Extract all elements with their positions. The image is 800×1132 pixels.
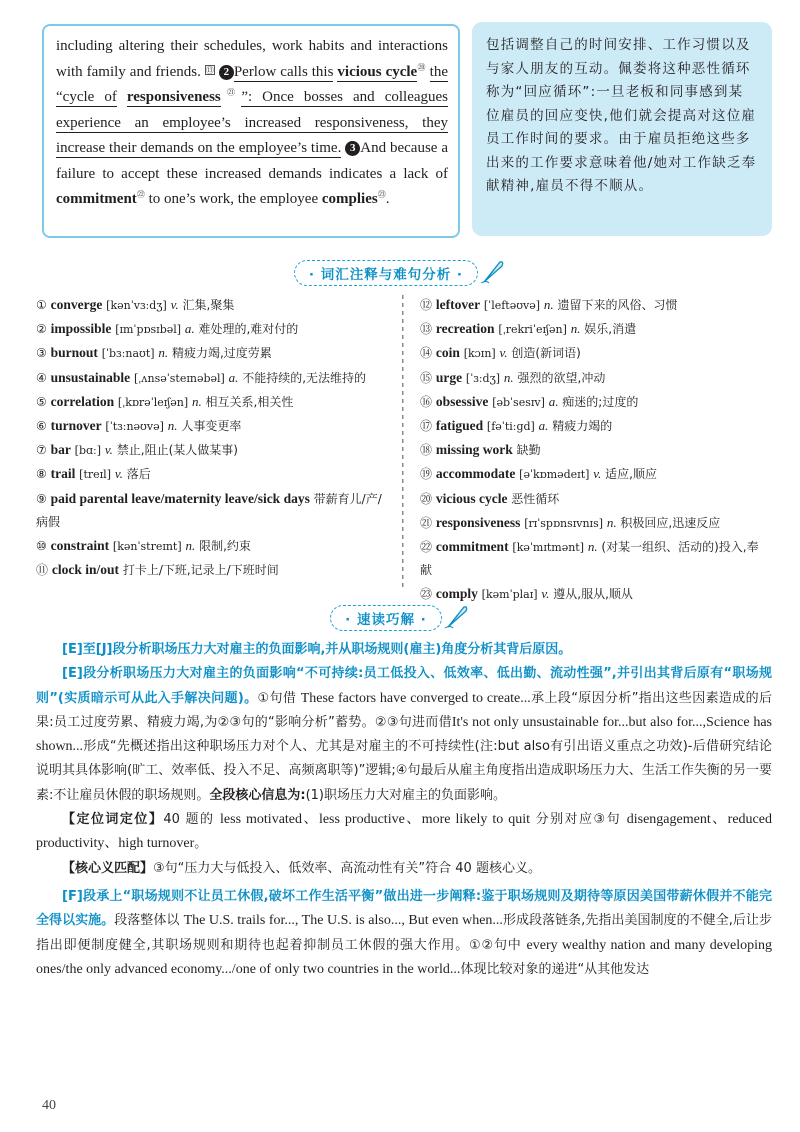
- analysis-match: 【核心义匹配】③句“压力大与低投入、低效率、高流动性有关”符合 40 题核心义。: [62, 860, 541, 876]
- vocab-def: 落后: [126, 467, 151, 482]
- vocab-item: [420, 438, 770, 462]
- vocab-num: ⑰: [420, 419, 433, 434]
- passage-text: including altering their schedules, work habits and interactions with family and friends. ⑬ 2 Perlow calls this vicious cycle⑳ the “cycle of responsiveness$^㉑$”: Once bosses and colleagues experience an employee’s increased responsiveness, they increase their demands on the employee’s time. 3 And because a failure to accept these increased demands indicates a lack of commitment$^㉒$ to one’s work, the employee complies$^㉓$.: [56, 38, 449, 207]
- vocab-item: [36, 414, 388, 438]
- vocab-pos: n.: [587, 539, 598, 555]
- vocab-word: coin: [435, 345, 460, 361]
- vocab-ipa: [kənˈvɜːdʒ]: [106, 299, 167, 312]
- vocab-item: [36, 558, 388, 582]
- vocab-item: [420, 293, 770, 317]
- vocab-item: [420, 341, 770, 365]
- vocab-word: leftover: [435, 297, 481, 312]
- vocab-word: accommodate: [435, 466, 516, 482]
- vocab-def: 精疲力竭的: [552, 419, 613, 434]
- vocab-num: ④: [36, 370, 47, 385]
- vocab-item: [420, 390, 770, 414]
- vocab-pos: a.: [548, 393, 559, 409]
- vocab-num: ⑱: [420, 443, 433, 458]
- vocab-word: fatigued: [435, 418, 484, 434]
- vocab-list-left: [36, 293, 388, 582]
- vocab-def: 不能持续的,无法维持的: [242, 370, 367, 385]
- vocab-pos: v.: [104, 442, 113, 458]
- vocab-list-right: [420, 293, 770, 607]
- vocab-item: [420, 462, 770, 486]
- sentence-number-3: 3: [345, 141, 360, 156]
- term-commitment: commitment: [56, 191, 137, 207]
- vocab-ipa: [ˈɜːdʒ]: [465, 371, 501, 385]
- term-vicious-cycle: vicious cycle: [337, 63, 418, 80]
- vocab-word: commitment: [435, 539, 509, 555]
- vocab-word: urge: [435, 369, 463, 385]
- vocab-def: 痴迷的;过度的: [562, 394, 639, 409]
- vocab-def: 适应,顺应: [605, 467, 657, 482]
- vocab-pos: a.: [228, 369, 239, 385]
- vocab-num: ②: [36, 322, 47, 337]
- vocab-def: 相互关系,相关性: [205, 394, 294, 409]
- speed-section-header: [0, 604, 800, 630]
- passage-box: [42, 24, 460, 238]
- vocab-num: ⑯: [420, 394, 433, 409]
- vocab-def: 人事变更率: [181, 419, 242, 434]
- speed-section-title: · 速读巧解 ·: [330, 605, 442, 631]
- vocab-pos: v.: [499, 345, 508, 361]
- vocab-ipa: [ˌʌnsəˈsteɪnəbəl]: [133, 371, 225, 385]
- vocab-word: missing work: [435, 442, 513, 458]
- vocab-word: unsustainable: [50, 369, 131, 385]
- vocab-ipa: [əbˈsesɪv]: [492, 395, 545, 409]
- vocab-item: [420, 511, 770, 535]
- vocab-item: [36, 317, 388, 341]
- vocab-item: [420, 535, 770, 582]
- sentence-number-2: 2: [219, 65, 234, 80]
- vocab-num: ⑲: [420, 467, 433, 482]
- vocab-num: ⑪: [36, 563, 49, 578]
- vocab-pos: n.: [167, 418, 178, 434]
- vocab-num: ㉑: [420, 515, 433, 530]
- vocab-ipa: [kəmˈplaɪ]: [481, 588, 538, 602]
- vocab-num: ⑬: [420, 322, 433, 337]
- vocab-word: bar: [50, 442, 71, 458]
- vocab-word: comply: [435, 586, 478, 602]
- vocab-num: ⑮: [420, 370, 433, 385]
- vocab-num: ③: [36, 346, 47, 361]
- vocab-section-title: · 词汇注释与难句分析 ·: [294, 260, 478, 286]
- vocab-num: ⑳: [420, 491, 433, 506]
- vocab-word: paid parental leave/maternity leave/sick days: [50, 490, 310, 506]
- vocab-word: impossible: [50, 321, 112, 337]
- vocab-def: 精疲力竭,过度劳累: [171, 346, 272, 361]
- vocab-ipa: [əˈkɒmədeɪt]: [519, 468, 590, 482]
- vocab-word: recreation: [435, 321, 495, 337]
- analysis-paragraph-f: [F]段承上“职场规则不让员工休假,破坏工作生活平衡”做出进一步阐释:鉴于职场规则及期待等原因美国带薪休假并不能完全得以实施。段落整体以 The U.S. trails for..., The U.S. is also..., But even when...形成段落链条,先指出美国制度的不健全,后让步指出即便制度健全,其职场规则和期待也起着抑制员工休假的强大作用。①②句中 every wealthy nation and many developing ones/the only advanced economy.../one of only two countries in the world...体现比较对象的递进“从其他发达: [36, 888, 772, 977]
- vocab-pos: v.: [593, 466, 602, 482]
- quill-pen-icon: [480, 259, 506, 289]
- vocab-def: 汇集,聚集: [182, 298, 235, 312]
- analysis-paragraph-e: [E]段分析职场压力大对雇主的负面影响“不可持续:员工低投入、低效率、低出勤、流动性强”,并引出其背后原有“职场规则”(实质暗示可从此入手解决问题)。①句借 These factors have converged to create...承上段“原因分析”指出这些因素造成的后果:员工过度劳累、精疲力竭,为②③句的“影响分析”蓄势。②③句进而借It's not only unsustainable for...but also for...,Science has shown...形成“先概述指出这种职场压力对个人、尤其是对雇主的不可持续性(注:but also有引出语义重点之功效)-后借研究结论说明其具体影响(旷工、效率低、投入不足、高频离职等)”逻辑;④句最后从雇主角度指出造成职场压力大、生活工作失衡的另一要素:不让雇员休假的职场规则。全段核心信息为:(1)职场压力大对雇主的负面影响。: [36, 666, 773, 803]
- page-number: 40: [42, 1098, 56, 1113]
- vocab-num: ⑩: [36, 539, 47, 554]
- vocab-pos: n.: [570, 321, 581, 337]
- vocab-def: 禁止,阻止(某人做某事): [116, 443, 238, 458]
- vocab-num: ⑤: [36, 394, 47, 409]
- vocab-ipa: [ɪmˈpɒsɪbəl]: [115, 323, 182, 337]
- vocab-pos: n.: [191, 393, 202, 409]
- vocab-ipa: [kɔɪn]: [463, 347, 496, 361]
- vocab-def: 带薪育儿/产/病假: [36, 491, 382, 529]
- vocab-num: ㉓: [420, 587, 433, 602]
- vocab-def: 娱乐,消遣: [584, 322, 637, 337]
- vocab-ipa: [ˈbɜːnaʊt]: [101, 347, 155, 361]
- vocab-item: [36, 366, 388, 390]
- vocab-item: [420, 317, 770, 341]
- vocab-item: [420, 487, 770, 511]
- vocab-word: constraint: [50, 538, 110, 554]
- vocab-num: ⑦: [36, 443, 47, 458]
- vocab-num: ⑧: [36, 467, 47, 482]
- vocab-item: [36, 341, 388, 365]
- vocab-ipa: [ˈleftəʊvə]: [483, 299, 541, 312]
- vocab-ipa: [treɪl]: [79, 468, 111, 482]
- note-marker: ⑬: [205, 65, 214, 75]
- vocab-def: 积极回应,迅速反应: [620, 515, 721, 530]
- vocab-word: trail: [50, 466, 76, 482]
- vocab-item: [36, 293, 388, 317]
- vocab-pos: n.: [503, 369, 514, 385]
- vocab-ipa: [ˌkɒrəˈleɪʃən]: [117, 395, 189, 409]
- vocab-def: 恶性循环: [511, 491, 560, 506]
- vocab-item: [36, 462, 388, 486]
- vocab-def: 强烈的欲望,冲动: [517, 370, 606, 385]
- vocab-word: turnover: [50, 418, 102, 434]
- column-divider: [398, 295, 408, 587]
- vocab-item: [36, 487, 388, 534]
- quill-pen-icon: [444, 604, 470, 634]
- vocab-word: correlation: [50, 393, 115, 409]
- translation-text: 包括调整自己的时间安排、工作习惯以及与家人朋友的互动。佩娄将这种恶性循环称为“回应循环”:一旦老板和同事感到某位雇员的回应变快,他们就会提高对这位雇员工作时间的要求。由于雇员拒绝这些多出来的工作要求意味着他/她对工作缺乏奉献精神,雇员不得不顺从。: [486, 37, 757, 194]
- vocab-word: converge: [50, 297, 103, 312]
- vocab-item: [36, 438, 388, 462]
- vocab-num: ⑭: [420, 346, 433, 361]
- vocab-pos: v.: [170, 297, 179, 312]
- vocab-ipa: [kəˈmɪtmənt]: [512, 541, 585, 555]
- vocab-def: 遵从,服从,顺从: [553, 587, 633, 602]
- vocab-word: clock in/out: [51, 562, 119, 578]
- vocab-pos: a.: [538, 418, 549, 434]
- vocab-num: ⑨: [36, 491, 47, 506]
- term-responsiveness: responsiveness: [126, 89, 221, 105]
- vocab-item: [36, 534, 388, 558]
- vocab-item: [420, 366, 770, 390]
- vocab-section-header: [0, 259, 800, 285]
- vocab-def: 遗留下来的风俗、习惯: [557, 298, 678, 312]
- vocab-ipa: [kənˈstreɪnt]: [112, 540, 182, 554]
- vocab-pos: v.: [114, 466, 123, 482]
- translation-box: [472, 22, 772, 236]
- vocab-def: 限制,约束: [199, 539, 251, 554]
- vocab-pos: n.: [158, 345, 169, 361]
- vocab-pos: v.: [541, 586, 550, 602]
- vocab-word: obsessive: [435, 393, 489, 409]
- vocab-ipa: [fəˈtiːgd]: [486, 420, 535, 434]
- vocab-word: burnout: [50, 345, 98, 361]
- vocab-def: 难处理的,难对付的: [198, 322, 299, 337]
- vocab-ipa: [bɑː]: [74, 444, 102, 458]
- vocab-def: (对某一组织、活动的)投入,奉献: [420, 540, 759, 578]
- vocab-num: ⑫: [420, 298, 433, 312]
- analysis-body: [36, 638, 772, 982]
- vocab-def: 创造(新词语): [511, 346, 581, 361]
- vocab-word: vicious cycle: [435, 490, 508, 506]
- vocab-pos: a.: [184, 321, 195, 337]
- vocab-item: [420, 582, 770, 606]
- analysis-intro: [E]至[J]段分析职场压力大对雇主的负面影响,并从职场规则(雇主)角度分析其背后原因。: [62, 642, 572, 657]
- vocab-item: [36, 390, 388, 414]
- vocab-word: responsiveness: [435, 514, 521, 530]
- vocab-pos: n.: [543, 297, 554, 312]
- vocab-ipa: [ˌrekriˈeɪʃən]: [498, 323, 567, 337]
- vocab-pos: n.: [185, 538, 196, 554]
- vocab-def: 打卡上/下班,记录上/下班时间: [122, 563, 279, 578]
- term-complies: complies: [321, 191, 378, 207]
- analysis-locate: 【定位词定位】40 题的 less motivated、less productive、more likely to quit 分别对应③句 disengagement、reduced productivity、high turnover。: [36, 812, 772, 852]
- vocab-item: [420, 414, 770, 438]
- vocab-num: ㉒: [420, 540, 433, 555]
- vocab-pos: n.: [606, 514, 617, 530]
- vocab-ipa: [rɪˈspɒnsɪvnɪs]: [524, 516, 604, 530]
- vocab-def: 缺勤: [516, 443, 541, 458]
- vocab-ipa: [ˈtɜːnəʊvə]: [105, 420, 164, 434]
- vocab-num: ①: [36, 298, 47, 312]
- vocab-num: ⑥: [36, 419, 47, 434]
